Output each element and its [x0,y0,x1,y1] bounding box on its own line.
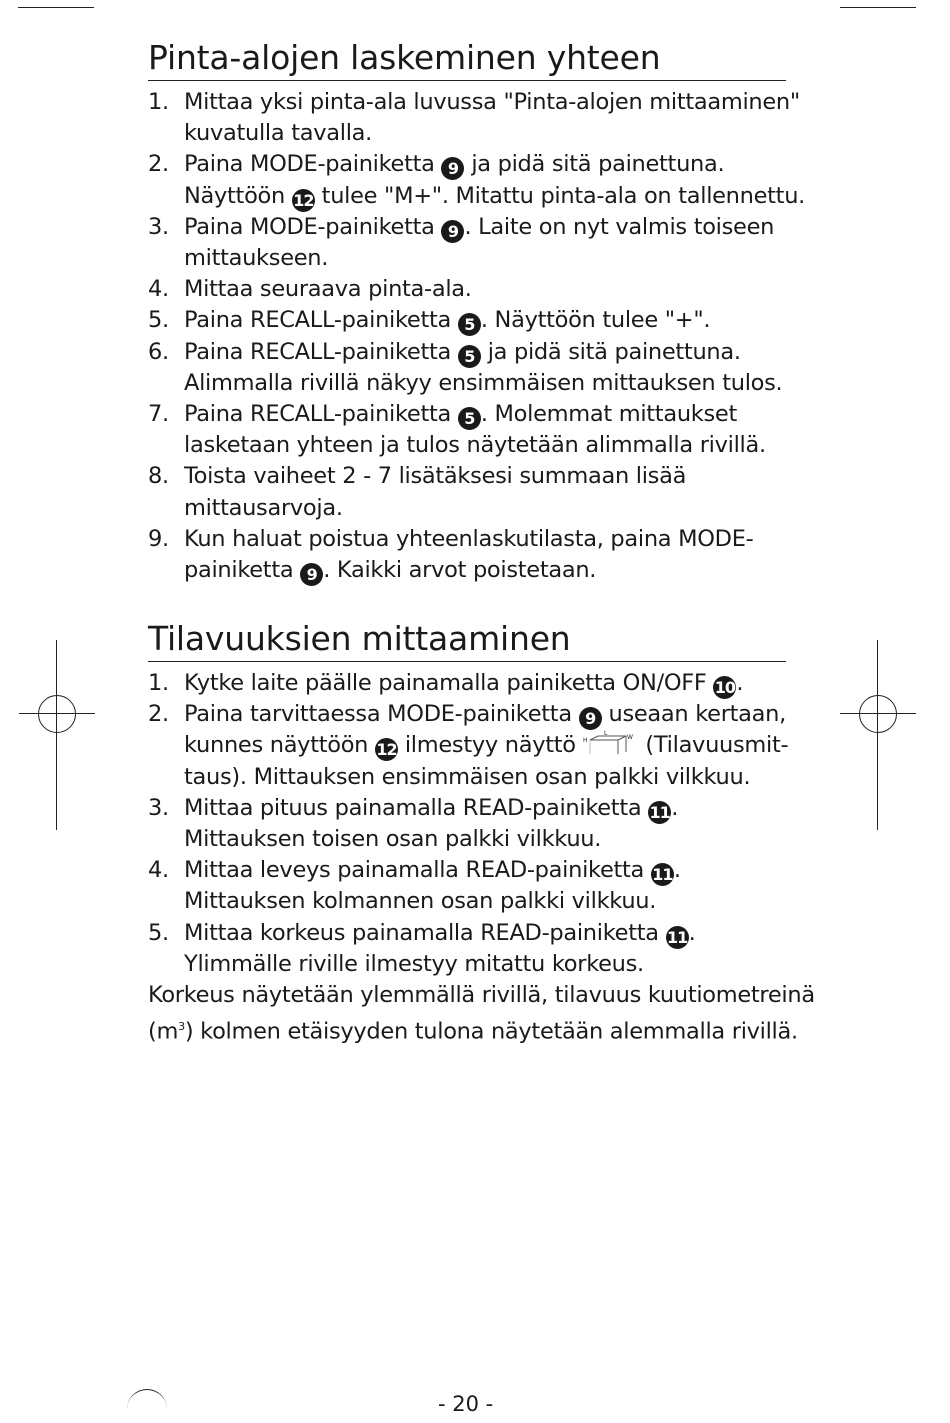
button-ref-9-icon: 9 [441,157,464,180]
list-item: 3. Mittaa pituus painamalla READ-painiketta 11. Mittauksen toisen osan palkki vilkkuu. [148,794,679,853]
list-item: 7. Paina RECALL-painiketta 5 . Molemmat mittaukset lasketaan yhteen ja tulos näytetään alimmalla rivillä. [148,401,766,459]
button-ref-5-icon: 5 [458,345,481,368]
svg-text:H: H [582,737,587,745]
sum-areas-steps [148,87,806,586]
list-item: 5. Paina RECALL-painiketta 5 . Näyttöön tulee "+". [148,307,711,335]
list-item: 1. Mittaa yksi pinta-ala luvussa "Pinta-alojen mittaaminen" kuvatulla tavalla. [148,89,800,147]
list-item: 3. Paina MODE-painiketta 9 . Laite on nyt valmis toiseen mittaukseen. [148,213,775,272]
page-number: - 20 - [438,1392,494,1416]
list-item: 9. Kun haluat poistua yhteenlaskutilasta, paina MODE- painiketta 9 . Kaikki arvot poistetaan. [148,525,754,585]
button-ref-10-icon: 10 [714,678,736,697]
list-item: 2. Paina tarvittaessa MODE-painiketta 9 useaan kertaan, kunnes näyttöön 12 ilmestyy näyttö H L W (Tilavuusmit- taus). Mittauksen ensimmäisen osan palkki vilkkuu. [148,701,789,790]
button-ref-5-icon: 5 [458,313,481,336]
list-item: 4. Mittaa seuraava pinta-ala. [148,276,472,303]
volume-steps [148,668,798,980]
display-ref-12-icon: 12 [376,740,397,760]
button-ref-9-icon: 9 [441,220,464,243]
list-item: 1. Kytke laite päälle painamalla painiketta ON/OFF 10. [148,670,744,697]
crop-mark-top-left [18,7,94,8]
button-ref-11-icon: 11 [652,865,673,885]
button-ref-11-icon: 11 [666,927,688,947]
list-item: 4. Mittaa leveys painamalla READ-painiketta 11. Mittauksen kolmannen osan palkki vilkkuu. [148,857,681,915]
list-item: 6. Paina RECALL-painiketta 5 ja pidä sitä painettuna. Alimmalla rivillä näkyy ensimmäisen mittauksen tulos. [148,338,783,396]
display-ref-12-icon: 12 [293,190,314,210]
svg-text:W: W [626,734,633,742]
button-ref-11-icon: 11 [649,802,670,822]
button-ref-9-icon: 9 [579,707,602,730]
list-item: 8. Toista vaiheet 2 - 7 lisätäksesi summaan lisää mittausarvoja. [148,463,687,521]
button-ref-9-icon: 9 [300,563,323,586]
list-item: 2. Paina MODE-painiketta 9 ja pidä sitä painettuna. Näyttöön 12 tulee "M+". Mitattu pinta-ala on tallennettu. [148,151,806,210]
svg-text:L: L [603,730,607,738]
list-item: 5. Mittaa korkeus painamalla READ-painiketta 11. Ylimmälle riville ilmestyy mitattu korkeus. [148,919,696,977]
language-badge [127,1389,167,1410]
crop-mark-top-right [840,7,916,8]
volume-mode-icon [583,730,639,756]
section-title-sum-areas: Pinta-alojen laskeminen yhteen [148,38,786,81]
registration-mark-right [840,676,916,752]
button-ref-5-icon: 5 [458,407,481,430]
section-title-volume: Tilavuuksien mittaaminen [148,619,786,662]
registration-mark-left [19,676,95,752]
volume-result-paragraph: Korkeus näytetään ylemmällä rivillä, tilavuus kuutiometreinä $(m^3)$ kolmen etäisyyden tulona näytetään alemmalla rivillä. [148,982,815,1045]
